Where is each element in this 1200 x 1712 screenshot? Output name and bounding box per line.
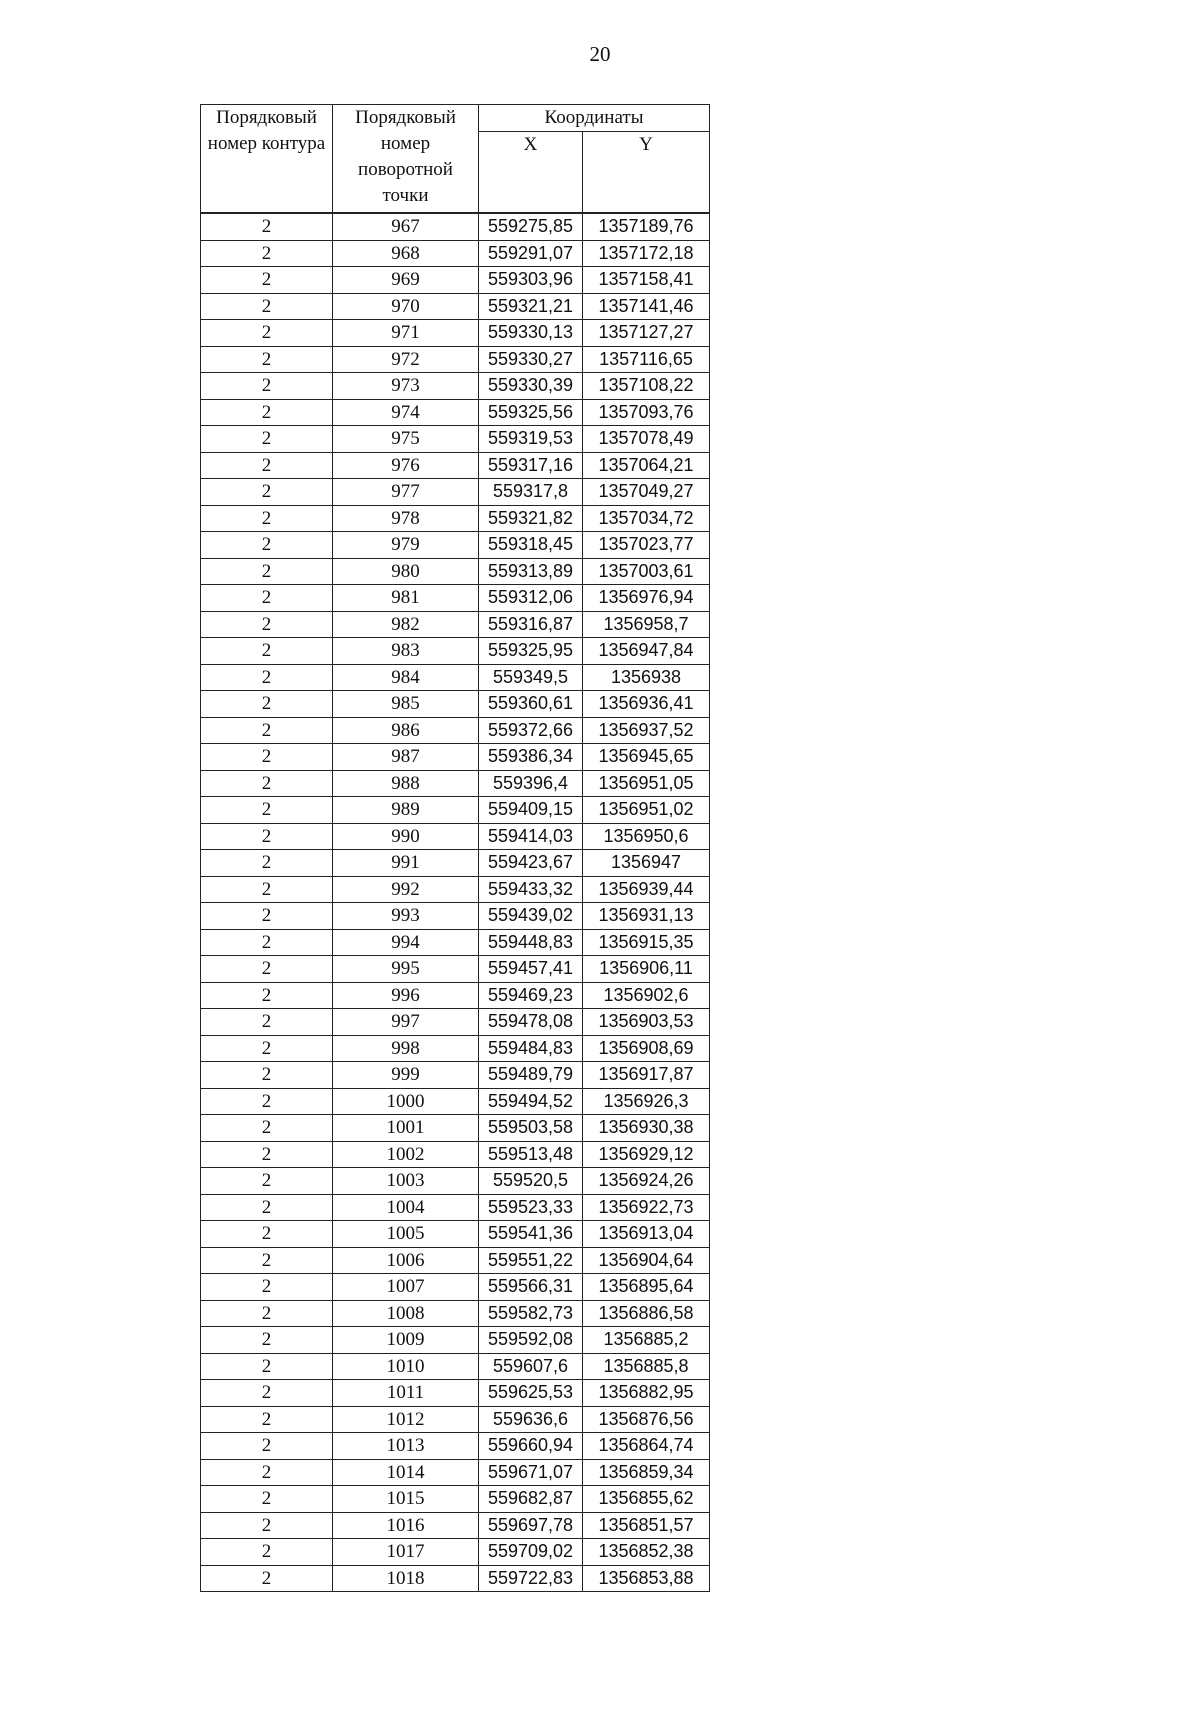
- cell-y: 1356851,57: [583, 1512, 710, 1539]
- cell-x: 559318,45: [479, 532, 583, 559]
- cell-point-number: 1001: [333, 1115, 479, 1142]
- cell-contour-number: 2: [201, 744, 333, 771]
- table-row: [201, 585, 710, 612]
- table-row: [201, 1035, 710, 1062]
- cell-x: 559330,27: [479, 346, 583, 373]
- table-row: [201, 399, 710, 426]
- cell-x: 559414,03: [479, 823, 583, 850]
- cell-y: 1357064,21: [583, 452, 710, 479]
- cell-contour-number: 2: [201, 346, 333, 373]
- cell-x: 559372,66: [479, 717, 583, 744]
- cell-contour-number: 2: [201, 1035, 333, 1062]
- cell-y: 1356930,38: [583, 1115, 710, 1142]
- cell-y: 1356922,73: [583, 1194, 710, 1221]
- cell-contour-number: 2: [201, 1247, 333, 1274]
- cell-x: 559625,53: [479, 1380, 583, 1407]
- cell-x: 559275,85: [479, 213, 583, 240]
- cell-contour-number: 2: [201, 399, 333, 426]
- cell-point-number: 970: [333, 293, 479, 320]
- cell-point-number: 989: [333, 797, 479, 824]
- cell-point-number: 969: [333, 267, 479, 294]
- cell-y: 1356913,04: [583, 1221, 710, 1248]
- table-row: [201, 1009, 710, 1036]
- cell-y: 1356929,12: [583, 1141, 710, 1168]
- cell-contour-number: 2: [201, 770, 333, 797]
- cell-y: 1357023,77: [583, 532, 710, 559]
- table-row: [201, 373, 710, 400]
- cell-point-number: 980: [333, 558, 479, 585]
- cell-point-number: 1007: [333, 1274, 479, 1301]
- cell-y: 1356931,13: [583, 903, 710, 930]
- table-row: [201, 929, 710, 956]
- cell-y: 1356903,53: [583, 1009, 710, 1036]
- table-row: [201, 744, 710, 771]
- table-row: [201, 876, 710, 903]
- cell-contour-number: 2: [201, 479, 333, 506]
- table-row: [201, 691, 710, 718]
- cell-y: 1357034,72: [583, 505, 710, 532]
- cell-contour-number: 2: [201, 1380, 333, 1407]
- cell-x: 559636,6: [479, 1406, 583, 1433]
- cell-x: 559316,87: [479, 611, 583, 638]
- table-row: [201, 293, 710, 320]
- cell-y: 1356902,6: [583, 982, 710, 1009]
- table-row: [201, 850, 710, 877]
- cell-y: 1356917,87: [583, 1062, 710, 1089]
- cell-y: 1356926,3: [583, 1088, 710, 1115]
- table-row: [201, 1115, 710, 1142]
- cell-contour-number: 2: [201, 876, 333, 903]
- table-row: [201, 213, 710, 240]
- cell-y: 1356924,26: [583, 1168, 710, 1195]
- cell-x: 559321,21: [479, 293, 583, 320]
- cell-point-number: 1006: [333, 1247, 479, 1274]
- cell-x: 559317,16: [479, 452, 583, 479]
- cell-y: 1356939,44: [583, 876, 710, 903]
- cell-point-number: 982: [333, 611, 479, 638]
- cell-x: 559325,56: [479, 399, 583, 426]
- table-row: [201, 956, 710, 983]
- table-row: [201, 717, 710, 744]
- cell-y: 1356885,8: [583, 1353, 710, 1380]
- table-row: [201, 1406, 710, 1433]
- table-row: [201, 1512, 710, 1539]
- cell-point-number: 1014: [333, 1459, 479, 1486]
- table-row: [201, 1194, 710, 1221]
- table-row: [201, 664, 710, 691]
- cell-y: 1356945,65: [583, 744, 710, 771]
- table-body: [201, 213, 710, 1592]
- table-row: [201, 1300, 710, 1327]
- cell-contour-number: 2: [201, 1539, 333, 1566]
- cell-contour-number: 2: [201, 1459, 333, 1486]
- table-row: [201, 1141, 710, 1168]
- cell-contour-number: 2: [201, 1327, 333, 1354]
- cell-x: 559319,53: [479, 426, 583, 453]
- cell-x: 559582,73: [479, 1300, 583, 1327]
- cell-y: 1356852,38: [583, 1539, 710, 1566]
- cell-y: 1356947: [583, 850, 710, 877]
- cell-point-number: 993: [333, 903, 479, 930]
- table-row: [201, 1539, 710, 1566]
- cell-x: 559478,08: [479, 1009, 583, 1036]
- cell-y: 1356908,69: [583, 1035, 710, 1062]
- cell-contour-number: 2: [201, 664, 333, 691]
- cell-contour-number: 2: [201, 293, 333, 320]
- table-row: [201, 1168, 710, 1195]
- cell-x: 559409,15: [479, 797, 583, 824]
- table-row: [201, 426, 710, 453]
- cell-y: 1356937,52: [583, 717, 710, 744]
- cell-x: 559489,79: [479, 1062, 583, 1089]
- cell-x: 559722,83: [479, 1565, 583, 1592]
- cell-y: 1356951,05: [583, 770, 710, 797]
- cell-point-number: 973: [333, 373, 479, 400]
- cell-y: 1357158,41: [583, 267, 710, 294]
- cell-y: 1356859,34: [583, 1459, 710, 1486]
- cell-point-number: 1009: [333, 1327, 479, 1354]
- cell-point-number: 988: [333, 770, 479, 797]
- cell-point-number: 1004: [333, 1194, 479, 1221]
- table-row: [201, 797, 710, 824]
- cell-contour-number: 2: [201, 1088, 333, 1115]
- table-row: [201, 1062, 710, 1089]
- cell-point-number: 1018: [333, 1565, 479, 1592]
- cell-point-number: 1000: [333, 1088, 479, 1115]
- cell-y: 1356895,64: [583, 1274, 710, 1301]
- cell-x: 559321,82: [479, 505, 583, 532]
- cell-point-number: 995: [333, 956, 479, 983]
- cell-y: 1357078,49: [583, 426, 710, 453]
- cell-x: 559607,6: [479, 1353, 583, 1380]
- cell-contour-number: 2: [201, 426, 333, 453]
- table-row: [201, 1565, 710, 1592]
- cell-point-number: 1017: [333, 1539, 479, 1566]
- cell-point-number: 981: [333, 585, 479, 612]
- cell-contour-number: 2: [201, 1300, 333, 1327]
- cell-contour-number: 2: [201, 850, 333, 877]
- table-row: [201, 1353, 710, 1380]
- cell-y: 1356947,84: [583, 638, 710, 665]
- table-row: [201, 1274, 710, 1301]
- table-row: [201, 982, 710, 1009]
- header-contour-number: Порядковый номер контура: [201, 105, 333, 214]
- coordinates-table: [200, 104, 710, 1592]
- table-row: [201, 1459, 710, 1486]
- cell-x: 559566,31: [479, 1274, 583, 1301]
- cell-y: 1356936,41: [583, 691, 710, 718]
- cell-x: 559330,39: [479, 373, 583, 400]
- table-row: [201, 479, 710, 506]
- cell-y: 1356855,62: [583, 1486, 710, 1513]
- table-row: [201, 532, 710, 559]
- cell-contour-number: 2: [201, 452, 333, 479]
- cell-point-number: 999: [333, 1062, 479, 1089]
- cell-x: 559312,06: [479, 585, 583, 612]
- cell-contour-number: 2: [201, 1406, 333, 1433]
- cell-y: 1357127,27: [583, 320, 710, 347]
- cell-y: 1356876,56: [583, 1406, 710, 1433]
- cell-y: 1357049,27: [583, 479, 710, 506]
- table-row: [201, 558, 710, 585]
- cell-x: 559484,83: [479, 1035, 583, 1062]
- cell-y: 1356886,58: [583, 1300, 710, 1327]
- cell-y: 1356904,64: [583, 1247, 710, 1274]
- cell-contour-number: 2: [201, 1168, 333, 1195]
- cell-point-number: 1015: [333, 1486, 479, 1513]
- cell-point-number: 1003: [333, 1168, 479, 1195]
- cell-point-number: 968: [333, 240, 479, 267]
- header-coordinates: Координаты: [479, 105, 710, 132]
- cell-contour-number: 2: [201, 1353, 333, 1380]
- cell-contour-number: 2: [201, 691, 333, 718]
- cell-y: 1356906,11: [583, 956, 710, 983]
- cell-contour-number: 2: [201, 1062, 333, 1089]
- cell-x: 559494,52: [479, 1088, 583, 1115]
- table-row: [201, 505, 710, 532]
- cell-x: 559325,95: [479, 638, 583, 665]
- cell-x: 559433,32: [479, 876, 583, 903]
- cell-y: 1357093,76: [583, 399, 710, 426]
- cell-contour-number: 2: [201, 982, 333, 1009]
- table-row: [201, 1380, 710, 1407]
- cell-y: 1357172,18: [583, 240, 710, 267]
- cell-y: 1356951,02: [583, 797, 710, 824]
- cell-point-number: 997: [333, 1009, 479, 1036]
- cell-point-number: 1012: [333, 1406, 479, 1433]
- cell-x: 559360,61: [479, 691, 583, 718]
- cell-contour-number: 2: [201, 1009, 333, 1036]
- page-number: 20: [589, 42, 611, 66]
- cell-point-number: 996: [333, 982, 479, 1009]
- cell-x: 559423,67: [479, 850, 583, 877]
- cell-x: 559469,23: [479, 982, 583, 1009]
- cell-point-number: 1008: [333, 1300, 479, 1327]
- cell-x: 559386,34: [479, 744, 583, 771]
- header-y: Y: [583, 132, 710, 214]
- cell-contour-number: 2: [201, 1433, 333, 1460]
- cell-x: 559682,87: [479, 1486, 583, 1513]
- cell-point-number: 1011: [333, 1380, 479, 1407]
- cell-y: 1357108,22: [583, 373, 710, 400]
- table-row: [201, 1247, 710, 1274]
- table-row: [201, 903, 710, 930]
- cell-contour-number: 2: [201, 1565, 333, 1592]
- table-row: [201, 320, 710, 347]
- cell-x: 559592,08: [479, 1327, 583, 1354]
- cell-x: 559291,07: [479, 240, 583, 267]
- table-row: [201, 240, 710, 267]
- cell-y: 1356853,88: [583, 1565, 710, 1592]
- cell-x: 559396,4: [479, 770, 583, 797]
- cell-contour-number: 2: [201, 320, 333, 347]
- cell-contour-number: 2: [201, 505, 333, 532]
- cell-contour-number: 2: [201, 240, 333, 267]
- cell-point-number: 985: [333, 691, 479, 718]
- cell-point-number: 978: [333, 505, 479, 532]
- table-row: [201, 452, 710, 479]
- cell-point-number: 976: [333, 452, 479, 479]
- cell-y: 1356958,7: [583, 611, 710, 638]
- cell-contour-number: 2: [201, 1115, 333, 1142]
- cell-x: 559457,41: [479, 956, 583, 983]
- cell-x: 559448,83: [479, 929, 583, 956]
- cell-point-number: 987: [333, 744, 479, 771]
- cell-contour-number: 2: [201, 532, 333, 559]
- cell-y: 1357141,46: [583, 293, 710, 320]
- table-row: [201, 1433, 710, 1460]
- cell-point-number: 983: [333, 638, 479, 665]
- cell-contour-number: 2: [201, 373, 333, 400]
- cell-point-number: 974: [333, 399, 479, 426]
- cell-x: 559660,94: [479, 1433, 583, 1460]
- table-row: [201, 611, 710, 638]
- cell-point-number: 990: [333, 823, 479, 850]
- cell-point-number: 1016: [333, 1512, 479, 1539]
- cell-point-number: 986: [333, 717, 479, 744]
- cell-contour-number: 2: [201, 558, 333, 585]
- cell-x: 559671,07: [479, 1459, 583, 1486]
- cell-contour-number: 2: [201, 611, 333, 638]
- cell-y: 1357003,61: [583, 558, 710, 585]
- cell-x: 559303,96: [479, 267, 583, 294]
- table-row: [201, 823, 710, 850]
- cell-x: 559709,02: [479, 1539, 583, 1566]
- cell-contour-number: 2: [201, 213, 333, 240]
- cell-y: 1357116,65: [583, 346, 710, 373]
- table-row: [201, 770, 710, 797]
- cell-contour-number: 2: [201, 797, 333, 824]
- cell-contour-number: 2: [201, 267, 333, 294]
- cell-x: 559513,48: [479, 1141, 583, 1168]
- cell-point-number: 977: [333, 479, 479, 506]
- cell-contour-number: 2: [201, 585, 333, 612]
- table-row: [201, 1088, 710, 1115]
- cell-contour-number: 2: [201, 1274, 333, 1301]
- cell-contour-number: 2: [201, 929, 333, 956]
- cell-x: 559520,5: [479, 1168, 583, 1195]
- cell-x: 559541,36: [479, 1221, 583, 1248]
- cell-contour-number: 2: [201, 1512, 333, 1539]
- cell-y: 1356915,35: [583, 929, 710, 956]
- header-x: X: [479, 132, 583, 214]
- cell-point-number: 998: [333, 1035, 479, 1062]
- cell-y: 1356864,74: [583, 1433, 710, 1460]
- table-row: [201, 1486, 710, 1513]
- cell-x: 559551,22: [479, 1247, 583, 1274]
- table-row: [201, 346, 710, 373]
- cell-y: 1356976,94: [583, 585, 710, 612]
- cell-y: 1356950,6: [583, 823, 710, 850]
- cell-contour-number: 2: [201, 956, 333, 983]
- cell-x: 559317,8: [479, 479, 583, 506]
- cell-point-number: 1010: [333, 1353, 479, 1380]
- cell-point-number: 979: [333, 532, 479, 559]
- cell-point-number: 984: [333, 664, 479, 691]
- cell-x: 559313,89: [479, 558, 583, 585]
- cell-contour-number: 2: [201, 1486, 333, 1513]
- header-point-number: Порядковый номер поворотной точки: [333, 105, 479, 214]
- table-header: [201, 105, 710, 214]
- cell-contour-number: 2: [201, 823, 333, 850]
- cell-y: 1357189,76: [583, 213, 710, 240]
- cell-point-number: 991: [333, 850, 479, 877]
- cell-x: 559439,02: [479, 903, 583, 930]
- cell-y: 1356938: [583, 664, 710, 691]
- cell-point-number: 1013: [333, 1433, 479, 1460]
- cell-contour-number: 2: [201, 1221, 333, 1248]
- cell-point-number: 1005: [333, 1221, 479, 1248]
- cell-contour-number: 2: [201, 717, 333, 744]
- cell-x: 559349,5: [479, 664, 583, 691]
- cell-contour-number: 2: [201, 903, 333, 930]
- cell-point-number: 975: [333, 426, 479, 453]
- cell-x: 559697,78: [479, 1512, 583, 1539]
- cell-point-number: 994: [333, 929, 479, 956]
- cell-y: 1356885,2: [583, 1327, 710, 1354]
- table-row: [201, 1221, 710, 1248]
- cell-contour-number: 2: [201, 1194, 333, 1221]
- cell-point-number: 967: [333, 213, 479, 240]
- cell-point-number: 972: [333, 346, 479, 373]
- cell-y: 1356882,95: [583, 1380, 710, 1407]
- cell-x: 559503,58: [479, 1115, 583, 1142]
- table-row: [201, 267, 710, 294]
- table-row: [201, 1327, 710, 1354]
- cell-contour-number: 2: [201, 1141, 333, 1168]
- cell-contour-number: 2: [201, 638, 333, 665]
- table-row: [201, 638, 710, 665]
- cell-x: 559523,33: [479, 1194, 583, 1221]
- cell-point-number: 992: [333, 876, 479, 903]
- cell-point-number: 1002: [333, 1141, 479, 1168]
- cell-x: 559330,13: [479, 320, 583, 347]
- cell-point-number: 971: [333, 320, 479, 347]
